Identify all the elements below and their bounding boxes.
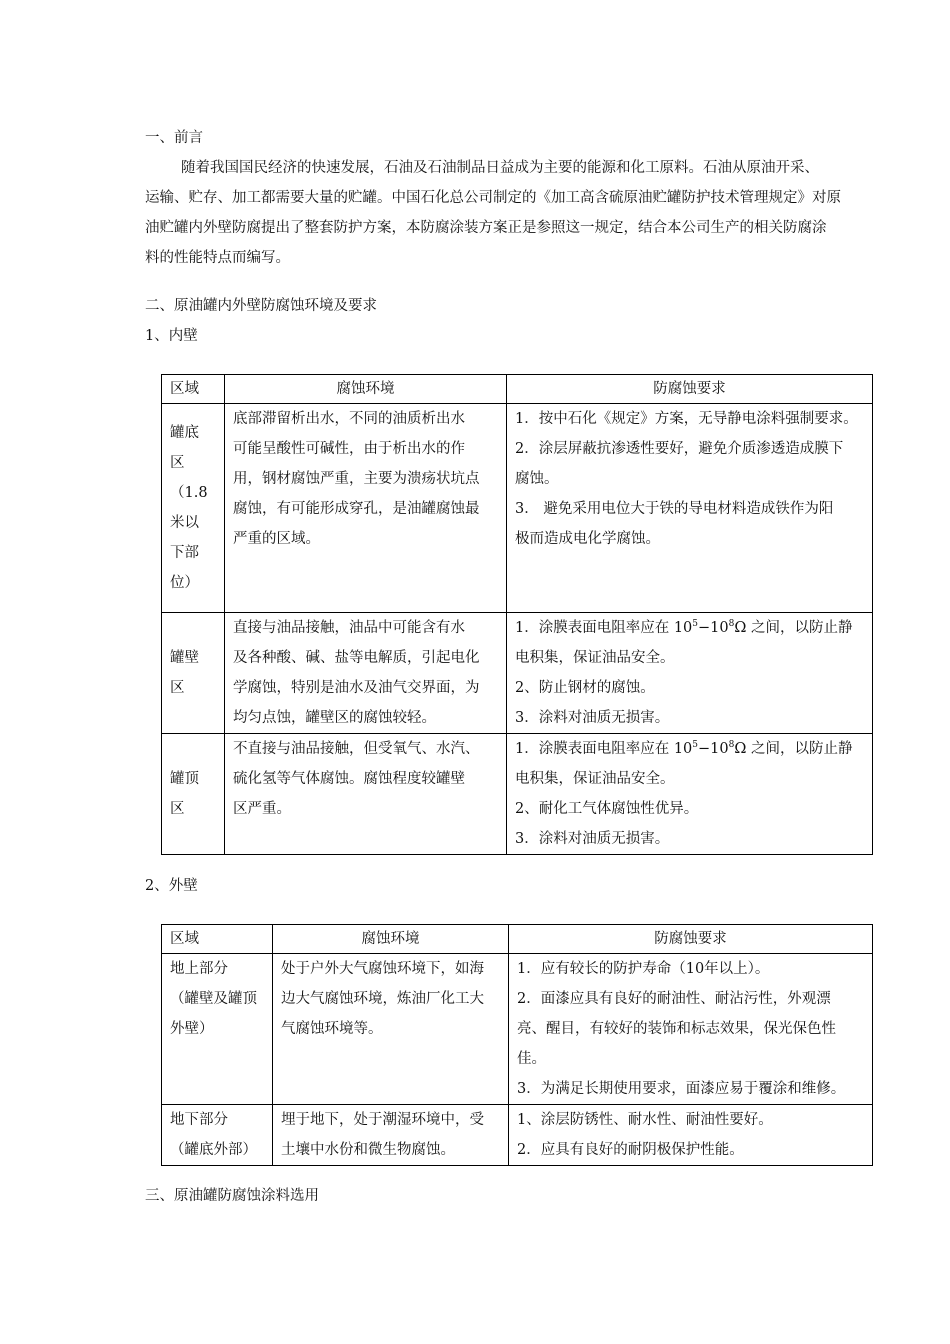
cell-line: 地下部分 <box>170 1112 228 1128</box>
cell-line: 2、防止钢材的腐蚀。 <box>515 680 655 696</box>
cell-line: 电积集，保证油品安全。 <box>515 771 675 787</box>
paragraph-line: 料的性能特点而编写。 <box>145 250 290 266</box>
cell-line: 处于户外大气腐蚀环境下，如海 <box>281 961 484 977</box>
cell-line <box>515 613 864 643</box>
cell-line: 位） <box>170 575 199 591</box>
table-header-row <box>162 375 873 404</box>
text-run: Ω 之间，以防止静 <box>734 741 853 757</box>
requirements-cell <box>507 613 873 734</box>
cell-line: （罐底外部） <box>170 1142 257 1158</box>
inner-wall-table <box>161 374 873 855</box>
cell-line: 区 <box>170 680 185 696</box>
cell-line: 学腐蚀，特别是油水及油气交界面，为 <box>233 680 480 696</box>
cell-line: 3．涂料对油质无损害。 <box>515 831 670 847</box>
column-header-requirements: 防腐蚀要求 <box>509 925 873 954</box>
cell-line: 极而造成电化学腐蚀。 <box>515 531 660 547</box>
zone-cell <box>162 734 225 855</box>
table-row <box>162 734 873 855</box>
cell-line: 2．涂层屏蔽抗渗透性要好，避免介质渗透造成膜下 <box>515 441 844 457</box>
cell-line: 米以 <box>170 515 199 531</box>
paragraph-line: 运输、贮存、加工都需要大量的贮罐。中国石化总公司制定的《加工高含硫原油贮罐防护技术管理规定》对原 <box>145 190 841 206</box>
column-header-environment: 腐蚀环境 <box>273 925 509 954</box>
section-1-heading: 一、前言 <box>145 130 203 146</box>
cell-line: 电积集，保证油品安全。 <box>515 650 675 666</box>
zone-cell <box>162 613 225 734</box>
text-run: −10 <box>698 741 729 757</box>
zone-cell <box>162 404 225 613</box>
environment-cell <box>225 404 507 613</box>
table-row <box>162 954 873 1105</box>
cell-line: 不直接与油品接触，但受氧气、水汽、 <box>233 741 480 757</box>
text-run: 1．涂膜表面电阻率应在 10 <box>515 620 693 636</box>
table-header-row <box>162 925 873 954</box>
cell-line: 边大气腐蚀环境，炼油厂化工大 <box>281 991 484 1007</box>
text-run: Ω 之间，以防止静 <box>734 620 853 636</box>
cell-line: 土壤中水份和微生物腐蚀。 <box>281 1142 455 1158</box>
cell-line: 严重的区域。 <box>233 531 320 547</box>
section-1-paragraph <box>145 153 895 273</box>
cell-line: 2．应具有良好的耐阴极保护性能。 <box>517 1142 744 1158</box>
cell-line: 1．按中石化《规定》方案，无导静电涂料强制要求。 <box>515 411 858 427</box>
cell-line: （罐壁及罐顶 <box>170 991 257 1007</box>
zone-cell <box>162 954 273 1105</box>
cell-line: 硫化氢等气体腐蚀。腐蚀程度较罐壁 <box>233 771 465 787</box>
environment-cell <box>225 613 507 734</box>
table-row <box>162 613 873 734</box>
cell-line: 用，钢材腐蚀严重，主要为溃疡状坑点 <box>233 471 480 487</box>
cell-line: 佳。 <box>517 1051 546 1067</box>
outer-wall-table <box>161 924 873 1166</box>
superscript: 5 <box>692 740 699 751</box>
cell-line: 气腐蚀环境等。 <box>281 1021 383 1037</box>
superscript: 8 <box>728 619 735 630</box>
requirements-cell <box>507 734 873 855</box>
environment-cell <box>273 954 509 1105</box>
column-header-zone: 区域 <box>162 375 225 404</box>
superscript: 8 <box>728 740 735 751</box>
cell-line: 罐顶 <box>170 771 199 787</box>
cell-line: 外壁） <box>170 1021 214 1037</box>
inner-wall-heading: 1、内壁 <box>145 328 198 344</box>
cell-line: 区 <box>170 801 185 817</box>
zone-cell <box>162 1105 273 1166</box>
cell-line: 罐底 <box>170 425 199 441</box>
cell-line: 区严重。 <box>233 801 291 817</box>
requirements-cell <box>507 404 873 613</box>
cell-line: 埋于地下，处于潮湿环境中，受 <box>281 1112 484 1128</box>
cell-line: 地上部分 <box>170 961 228 977</box>
paragraph-line: 油贮罐内外壁防腐提出了整套防护方案，本防腐涂装方案正是参照这一规定，结合本公司生产的相关防腐涂 <box>145 220 827 236</box>
column-header-zone: 区域 <box>162 925 273 954</box>
column-header-requirements: 防腐蚀要求 <box>507 375 873 404</box>
cell-line: 及各种酸、碱、盐等电解质，引起电化 <box>233 650 480 666</box>
cell-line: 直接与油品接触，油品中可能含有水 <box>233 620 465 636</box>
section-2-heading: 二、原油罐内外壁防腐蚀环境及要求 <box>145 298 377 314</box>
cell-line: 1、涂层防锈性、耐水性、耐油性要好。 <box>517 1112 773 1128</box>
cell-line: 1．应有较长的防护寿命（10年以上）。 <box>517 961 770 977</box>
text-run: 1．涂膜表面电阻率应在 10 <box>515 741 693 757</box>
section-3-heading: 三、原油罐防腐蚀涂料选用 <box>145 1188 319 1204</box>
outer-wall-heading: 2、外壁 <box>145 878 198 894</box>
text-run: −10 <box>698 620 729 636</box>
cell-line: 底部滞留析出水，不同的油质析出水 <box>233 411 465 427</box>
cell-line: 区 <box>170 455 185 471</box>
cell-line: 3．为满足长期使用要求，面漆应易于覆涂和维修。 <box>517 1081 846 1097</box>
table-row <box>162 404 873 613</box>
requirements-cell <box>509 1105 873 1166</box>
cell-line: 2、耐化工气体腐蚀性优异。 <box>515 801 699 817</box>
cell-line: 3． 避免采用电位大于铁的导电材料造成铁作为阳 <box>515 501 834 517</box>
cell-line: 3．涂料对油质无损害。 <box>515 710 670 726</box>
environment-cell <box>225 734 507 855</box>
paragraph-line: 随着我国国民经济的快速发展，石油及石油制品日益成为主要的能源和化工原料。石油从原油开采、 <box>181 160 819 176</box>
cell-line: （1.8 <box>170 485 208 501</box>
cell-line: 腐蚀。 <box>515 471 559 487</box>
cell-line: 下部 <box>170 545 199 561</box>
environment-cell <box>273 1105 509 1166</box>
column-header-environment: 腐蚀环境 <box>225 375 507 404</box>
superscript: 5 <box>692 619 699 630</box>
cell-line: 腐蚀，有可能形成穿孔，是油罐腐蚀最 <box>233 501 480 517</box>
cell-line: 均匀点蚀，罐壁区的腐蚀较轻。 <box>233 710 436 726</box>
cell-line <box>515 734 864 764</box>
requirements-cell <box>509 954 873 1105</box>
table-row <box>162 1105 873 1166</box>
cell-line: 可能呈酸性可碱性，由于析出水的作 <box>233 441 465 457</box>
cell-line: 2．面漆应具有良好的耐油性、耐沾污性，外观漂 <box>517 991 831 1007</box>
cell-line: 罐壁 <box>170 650 199 666</box>
cell-line: 亮、醒目，有较好的装饰和标志效果，保光保色性 <box>517 1021 836 1037</box>
